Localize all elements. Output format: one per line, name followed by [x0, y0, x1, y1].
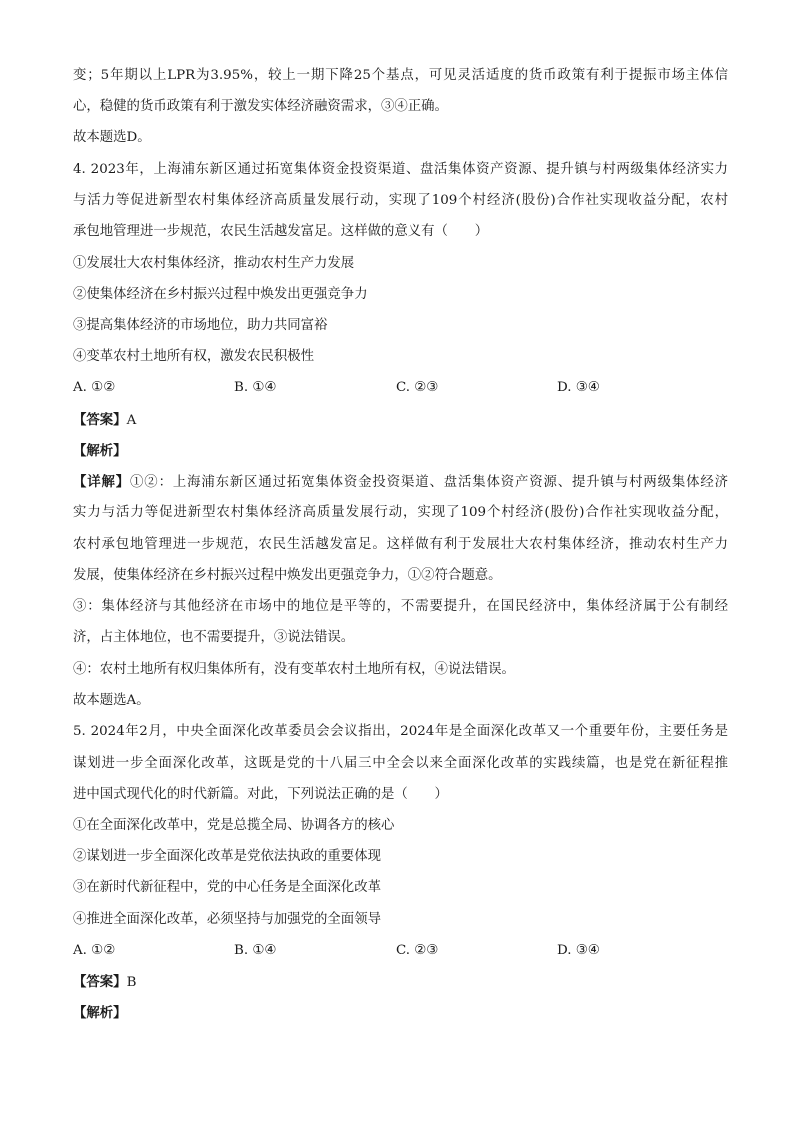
- q4-option-a: A. ①②: [73, 380, 116, 395]
- q4-answer: [73, 410, 728, 431]
- q5-item-1: ①在全面深化改革中，党是总揽全局、协调各方的核心: [73, 818, 395, 833]
- q5-option-a: A. ①②: [73, 943, 116, 958]
- q4-detail-line-4: 发展，使集体经济在乡村振兴过程中焕发出更强竞争力，①②符合题意。: [73, 568, 502, 583]
- q4-stem-line-2: 与活力等促进新型农村集体经济高质量发展行动，实现了109个村经济(股份)合作社实现收益分配，农村: [73, 193, 728, 208]
- q5-stem-line-3: 进中国式现代化的时代新篇。对此，下列说法正确的是（ ）: [73, 787, 448, 802]
- q4-detail-line-2: 实力与活力等促进新型农村集体经济高质量发展行动，实现了109个村经济(股份)合作社实现收益分配，: [73, 505, 728, 520]
- intro-line-2: 心，稳健的货币政策有利于激发实体经济融资需求，③④正确。: [73, 99, 448, 114]
- q5-answer: [73, 972, 728, 993]
- q4-answer-value: A: [126, 413, 137, 428]
- intro-conclusion: 故本题选D。: [73, 130, 151, 145]
- q4-stem-line-1: 4. 2023年，上海浦东新区通过拓宽集体资金投资渠道、盘活集体资产资源、提升镇与村两级集体经济实力: [73, 162, 728, 177]
- q5-option-b: B. ①④: [234, 943, 277, 958]
- q4-stem-line-3: 承包地管理进一步规范，农民生活越发富足。这样做的意义有（ ）: [73, 224, 489, 239]
- intro-line-1: 变；5年期以上LPR为3.95%，较上一期下降25个基点，可见灵活适度的货币政策有利于提振市场主体信: [73, 68, 728, 83]
- q4-conclusion: 故本题选A。: [73, 693, 150, 708]
- q4-item-2: ②使集体经济在乡村振兴过程中焕发出更强竞争力: [73, 287, 368, 302]
- q4-option-c: C. ②③: [396, 380, 439, 395]
- q4-option-b: B. ①④: [234, 380, 277, 395]
- q4-option-d: D. ③④: [557, 380, 600, 395]
- q5-item-3: ③在新时代新征程中，党的中心任务是全面深化改革: [73, 880, 381, 895]
- q5-answer-tag: 【答案】: [73, 974, 127, 990]
- q5-answer-value: B: [126, 975, 137, 990]
- q5-item-2: ②谋划进一步全面深化改革是党依法执政的重要体现: [73, 849, 381, 864]
- q4-detail-line-1: [73, 472, 728, 493]
- q4-detail-line-3: 农村承包地管理进一步规范，农民生活越发富足。这样做有利于发展壮大农村集体经济，推动农村生产力: [73, 537, 728, 552]
- q5-option-c: C. ②③: [396, 943, 439, 958]
- q4-detail-line-5: ③：集体经济与其他经济在市场中的地位是平等的，不需要提升，在国民经济中，集体经济属于公有制经: [73, 599, 728, 614]
- q5-item-4: ④推进全面深化改革，必须坚持与加强党的全面领导: [73, 912, 381, 927]
- q4-detail-line-6: 济，占主体地位，也不需要提升，③说法错误。: [73, 630, 355, 645]
- q5-stem-line-2: 谋划进一步全面深化改革，这既是党的十八届三中全会以来全面深化改革的实践续篇，也是党在新征程推: [73, 756, 728, 771]
- q4-detail-tag: 【详解】: [73, 474, 131, 490]
- q4-detail-line-7: ④：农村土地所有权归集体所有，没有变革农村土地所有权，④说法错误。: [73, 662, 515, 677]
- q4-item-1: ①发展壮大农村集体经济，推动农村生产力发展: [73, 256, 355, 271]
- q4-detail-text-1: ①②：上海浦东新区通过拓宽集体资金投资渠道、盘活集体资产资源、提升镇与村两级集体经济: [130, 475, 729, 490]
- q4-item-4: ④变革农村土地所有权，激发农民积极性: [73, 349, 315, 364]
- q5-analysis-tag: 【解析】: [73, 1005, 127, 1021]
- q5-option-d: D. ③④: [557, 943, 600, 958]
- q5-stem-line-1: 5. 2024年2月，中央全面深化改革委员会会议指出，2024年是全面深化改革又一个重要年份，主要任务是: [73, 724, 728, 739]
- q4-answer-tag: 【答案】: [73, 412, 127, 428]
- q4-item-3: ③提高集体经济的市场地位，助力共同富裕: [73, 318, 328, 333]
- q4-analysis-tag: 【解析】: [73, 443, 127, 459]
